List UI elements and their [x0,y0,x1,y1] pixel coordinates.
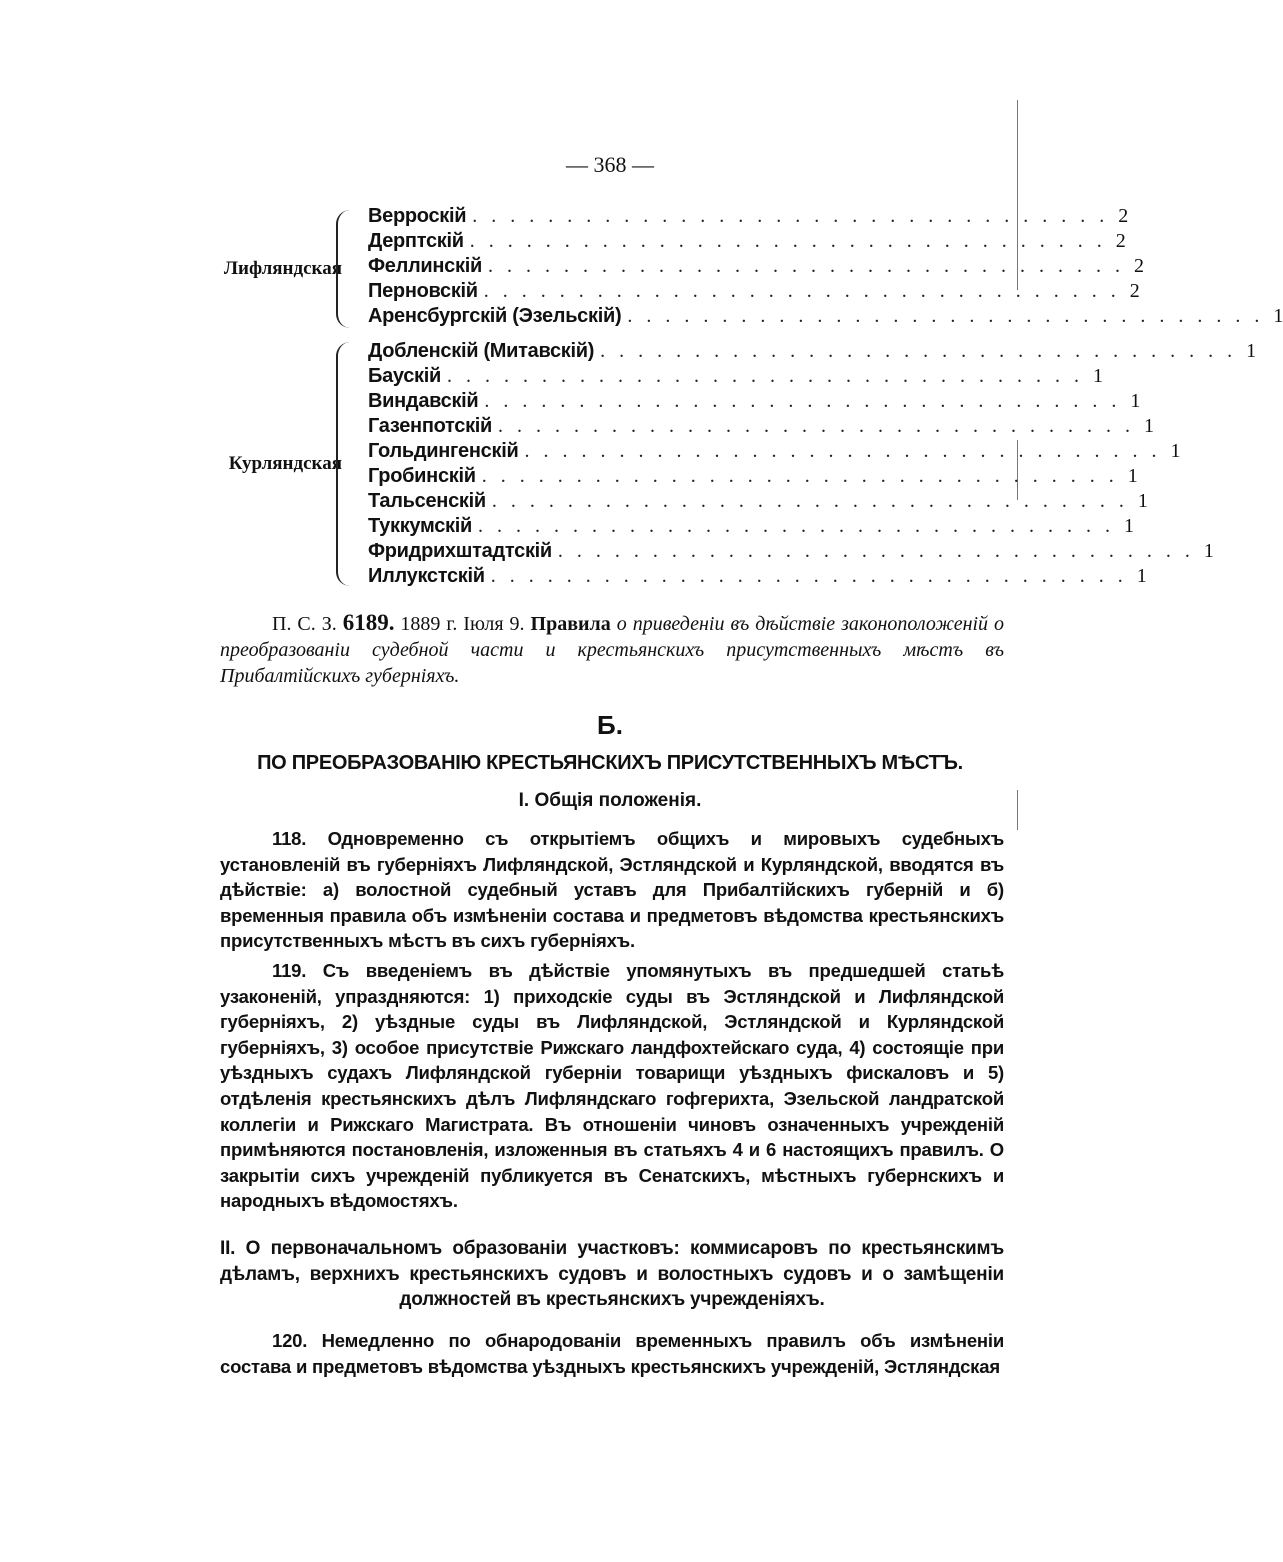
citation-number: 6189. [342,610,395,635]
district-name: Фридрихштадтскій [368,540,552,562]
district-name: Гольдингенскій [368,440,519,462]
district-name: Добленскій (Митавскій) [368,340,595,362]
district-name: Аренсбургскій (Эзельскій) [368,305,622,327]
district-count: 1 [1136,565,1147,587]
district-count: 1 [1246,340,1257,362]
group-label-livonia: Лифляндская [223,258,342,279]
district-count: 1 [1203,540,1214,562]
district-count: 1 [1273,305,1283,327]
district-name: Верроскій [368,205,467,227]
article-120: 120. Немедленно по обнародованіи временныхъ правилъ объ измѣненіи состава и предметовъ вѣдомства уѣздныхъ крестьянскихъ учрежденій, Эстляндская [220,1330,1004,1377]
district-name: Гробинскій [368,465,476,487]
district-count: 1 [1130,390,1141,412]
brace-livonia [336,210,352,328]
citation-title: о приведеніи въ дѣйствіе законоположеній о преобразованіи судебной части и крестьянскихъ присутственныхъ мѣстъ въ Прибалтійскихъ губерніяхъ. [220,613,1005,687]
leader-dots: .................................. [557,540,1204,562]
leader-dots: .................................. [481,465,1128,487]
table-row [368,465,1138,490]
leader-dots: .................................. [472,205,1119,227]
leader-dots: .................................. [498,415,1145,437]
table-row [368,490,1148,515]
leader-dots: .................................. [483,280,1130,302]
district-name: Виндавскій [368,390,479,412]
district-name: Тальсенскій [368,490,486,512]
district-name: Газенпотскій [368,415,493,437]
district-name: Иллукстскій [368,565,485,587]
leader-dots: .................................. [477,515,1124,537]
district-name: Перновскій [368,280,478,302]
district-name: Феллинскій [368,255,482,277]
district-count: 1 [1123,515,1134,537]
table-row [368,565,1147,590]
district-count: 2 [1115,230,1126,252]
leader-dots: .................................. [469,230,1116,252]
group-label-courland: Курляндская [228,453,342,474]
district-count: 1 [1093,365,1104,387]
citation-date: 1889 г. Іюля 9. [400,613,525,635]
table-row [368,340,1257,365]
section-letter: Б. [597,710,623,740]
district-count: 1 [1137,490,1148,512]
section-heading: ПО ПРЕОБРАЗОВАНІЮ КРЕСТЬЯНСКИХЪ ПРИСУТСТВЕННЫХЪ МѢСТЪ. [257,752,963,774]
leader-dots: .................................. [487,255,1134,277]
citation-paragraph [220,610,1004,689]
page-number: — 368 — [566,152,654,177]
article-119: 119. Съ введеніемъ въ дѣйствіе упомянутыхъ въ предшедшей статьѣ узаконеній, упраздняются: 1) приходскіе суды въ Эстляндской и Лифляндской губерніяхъ, 2) уѣздные суды въ Лифляндской, Эстляндской и Курляндской губерніяхъ, 3) особое присутствіе Рижскаго ландфохтейскаго суда, 4) состоящіе при уѣздныхъ судахъ Лифляндской губерніи товарищи уѣздныхъ фискаловъ и 5) отдѣленія крестьянскихъ дѣлъ Лифляндскаго гофгерихта, Эзельской ландратской коллегіи и Рижскаго Магистрата. Въ отношеніи чиновъ означенныхъ учрежденій примѣняются постановленія, изложенныя въ статьяхъ 4 и 6 настоящихъ правилъ. О закрытіи сихъ учрежденій публикуется въ Сенатскихъ, мѣстныхъ губернскихъ и народныхъ вѣдомостяхъ. [220,960,1004,1212]
subsection-heading-2: II. О первоначальномъ образованіи участковъ: коммисаровъ по крестьянскимъ дѣламъ, верхнихъ крестьянскихъ судовъ и волостныхъ судовъ и о замѣщеніи должностей въ крестьянскихъ учрежденіяхъ. [220,1238,1004,1311]
table-row [368,390,1141,415]
leader-dots: .................................. [627,305,1274,327]
table-row [368,305,1283,330]
table-row [368,230,1126,255]
district-name: Туккумскій [368,515,472,537]
table-row [368,440,1181,465]
district-count: 1 [1127,465,1138,487]
citation-rule-word: Правила [530,613,611,635]
district-count: 2 [1118,205,1129,227]
citation-prefix: П. С. З. [272,613,337,635]
table-row [368,365,1104,390]
table-row [368,280,1140,305]
district-name: Дерптскій [368,230,464,252]
district-count: 2 [1129,280,1140,302]
leader-dots: .................................. [447,365,1094,387]
leader-dots: .................................. [490,565,1137,587]
table-row [368,205,1129,230]
brace-courland [336,342,352,586]
leader-dots: .................................. [484,390,1131,412]
leader-dots: .................................. [524,440,1171,462]
subsection-heading-1: I. Общія положенія. [518,790,702,811]
leader-dots: .................................. [491,490,1138,512]
district-count: 1 [1144,415,1155,437]
district-count: 2 [1133,255,1144,277]
table-row [368,415,1155,440]
table-row [368,255,1144,280]
district-name: Баускій [368,365,442,387]
leader-dots: .................................. [600,340,1247,362]
table-row [368,540,1214,565]
article-118: 118. Одновременно съ открытіемъ общихъ и мировыхъ судебныхъ установленій въ губерніяхъ Лифляндской, Эстляндской и Курляндской, вводятся въ дѣйствіе: а) волостной судебный уставъ для Прибалтійскихъ губерній и б) временныя правила объ измѣненіи состава и предметовъ вѣдомства крестьянскихъ присутственныхъ мѣстъ въ сихъ губерніяхъ. [220,828,1004,952]
table-row [368,515,1134,540]
district-count: 1 [1170,440,1181,462]
